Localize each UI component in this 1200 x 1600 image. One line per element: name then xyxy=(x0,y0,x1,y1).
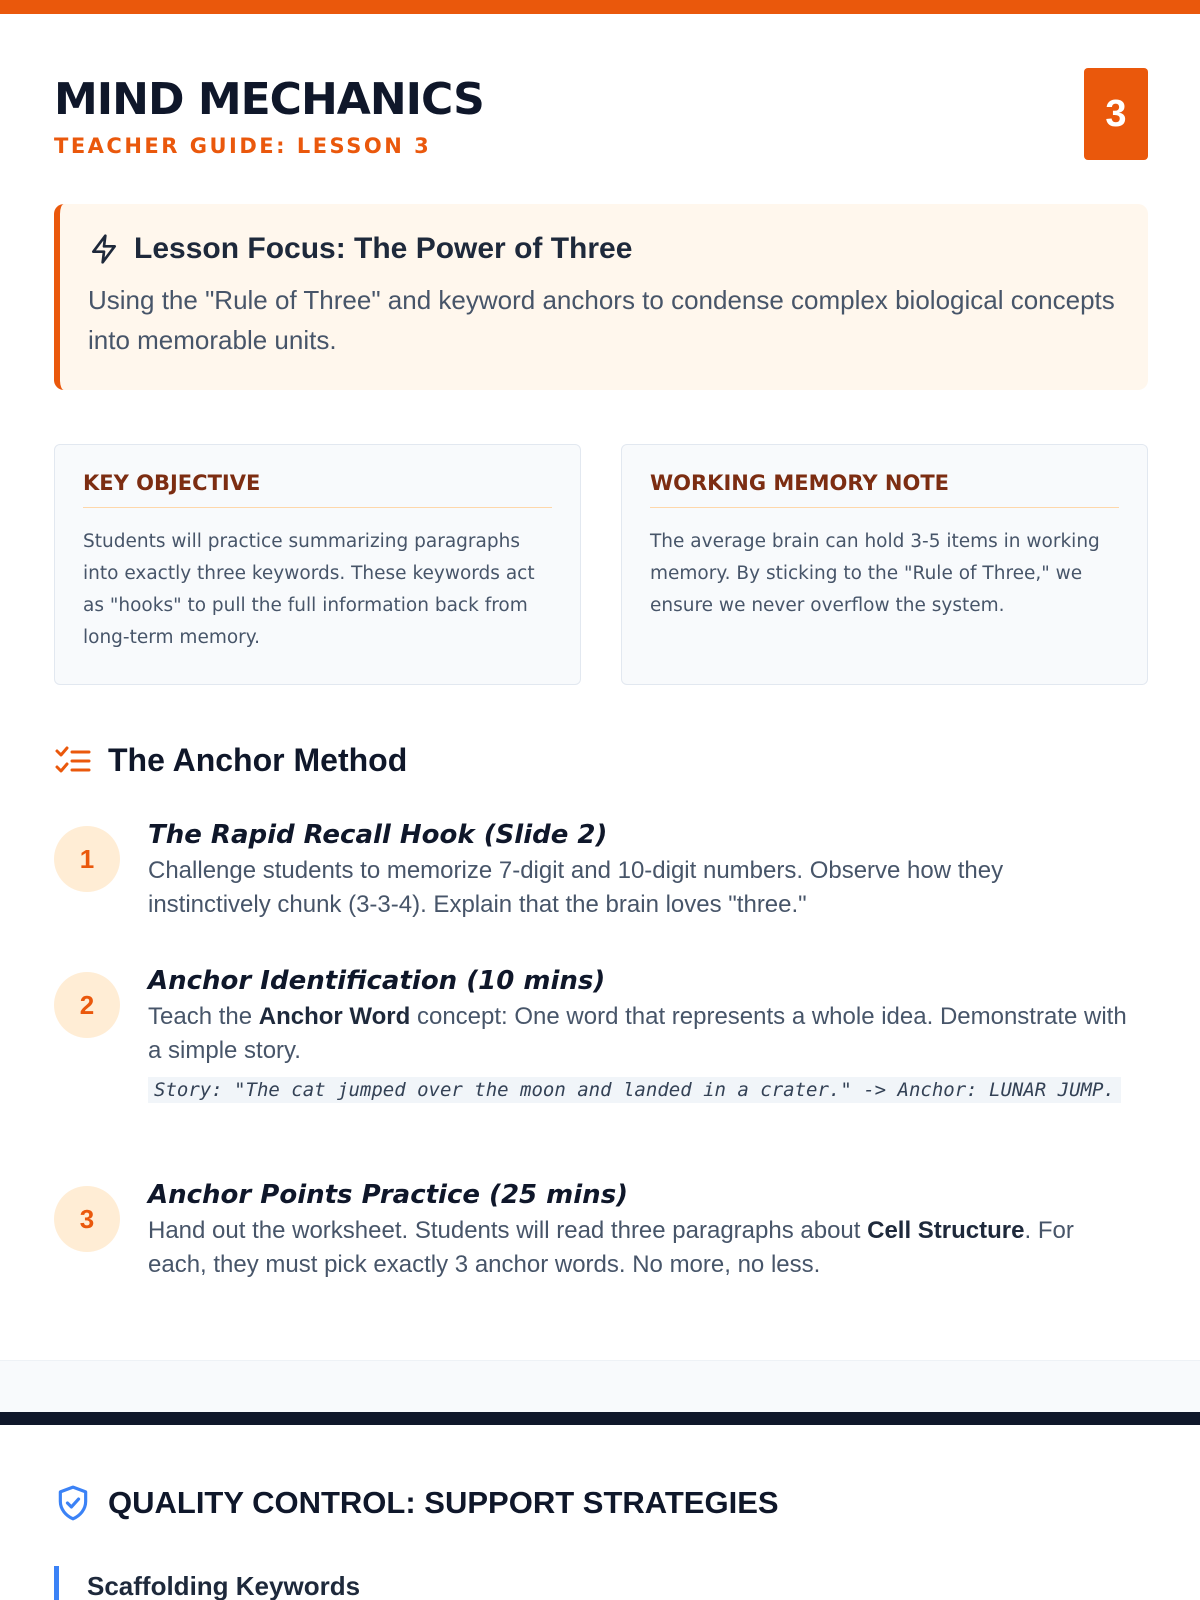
step-body xyxy=(148,816,1128,922)
lesson-focus-header xyxy=(88,232,1120,266)
key-objective-title: KEY OBJECTIVE xyxy=(83,471,552,508)
lesson-focus-text: Using the "Rule of Three" and keyword anchors to condense complex biological concepts into memorable units. xyxy=(88,285,1115,355)
lesson-number-badge: 3 xyxy=(1084,68,1148,160)
anchor-method-title: The Anchor Method xyxy=(108,742,408,778)
page-break-band xyxy=(0,1360,1200,1412)
step-body xyxy=(148,962,1128,1107)
step-number: 2 xyxy=(54,972,120,1038)
lesson-focus-callout xyxy=(54,204,1148,390)
lesson-focus-title: Lesson Focus: The Power of Three xyxy=(134,232,633,265)
anchor-method-header xyxy=(54,742,407,779)
checklist-icon xyxy=(54,745,92,777)
working-memory-text: The average brain can hold 3-5 items in working memory. By sticking to the "Rule of Three," we ensure we never overflow the system. xyxy=(650,531,1100,616)
scaffolding-keywords-block xyxy=(54,1566,360,1600)
working-memory-title: WORKING MEMORY NOTE xyxy=(650,471,1119,508)
step-text xyxy=(148,1000,1128,1068)
story-example xyxy=(148,1074,1128,1107)
page-title: MIND MECHANICS xyxy=(54,74,484,125)
page-subtitle: TEACHER GUIDE: LESSON 3 xyxy=(54,134,432,158)
shield-check-icon xyxy=(54,1484,92,1522)
step-body xyxy=(148,1176,1128,1282)
step-title: Anchor Points Practice (25 mins) xyxy=(148,1180,629,1210)
working-memory-card xyxy=(621,444,1148,685)
key-objective-text: Students will practice summarizing paragraphs into exactly three keywords. These keywords act as "hooks" to pull the full information back from long-term memory. xyxy=(83,531,535,648)
step-text: Challenge students to memorize 7-digit and 10-digit numbers. Observe how they instinctively chunk (3-3-4). Explain that the brain loves "three." xyxy=(148,857,1004,918)
step-text xyxy=(148,1214,1128,1282)
step-number: 3 xyxy=(54,1186,120,1252)
step-title: The Rapid Recall Hook (Slide 2) xyxy=(148,820,608,850)
step-text-bold: Cell Structure xyxy=(867,1217,1025,1244)
step-text-part: concept: One word that represents a whole idea. Demonstrate with a simple story. xyxy=(148,1003,1127,1064)
bolt-icon xyxy=(88,233,120,265)
scaffolding-keywords-title: Scaffolding Keywords xyxy=(87,1571,361,1600)
step-number: 1 xyxy=(54,826,120,892)
top-accent-bar xyxy=(0,0,1200,14)
quality-control-header xyxy=(54,1484,779,1522)
section-divider-bar xyxy=(0,1412,1200,1425)
page-header xyxy=(54,72,1148,172)
story-code: Story: "The cat jumped over the moon and landed in a crater." -> Anchor: LUNAR JUMP. xyxy=(148,1077,1121,1103)
step-text-bold: Anchor Word xyxy=(258,1003,411,1030)
step-title: Anchor Identification (10 mins) xyxy=(148,966,606,996)
quality-control-title: QUALITY CONTROL: SUPPORT STRATEGIES xyxy=(108,1485,779,1520)
key-objective-card xyxy=(54,444,581,685)
step-text-part: Hand out the worksheet. Students will read three paragraphs about xyxy=(148,1217,868,1244)
step-text-part: . For each, they must pick exactly 3 anchor words. No more, no less. xyxy=(148,1217,1074,1278)
step-text-part: Teach the xyxy=(148,1003,259,1030)
